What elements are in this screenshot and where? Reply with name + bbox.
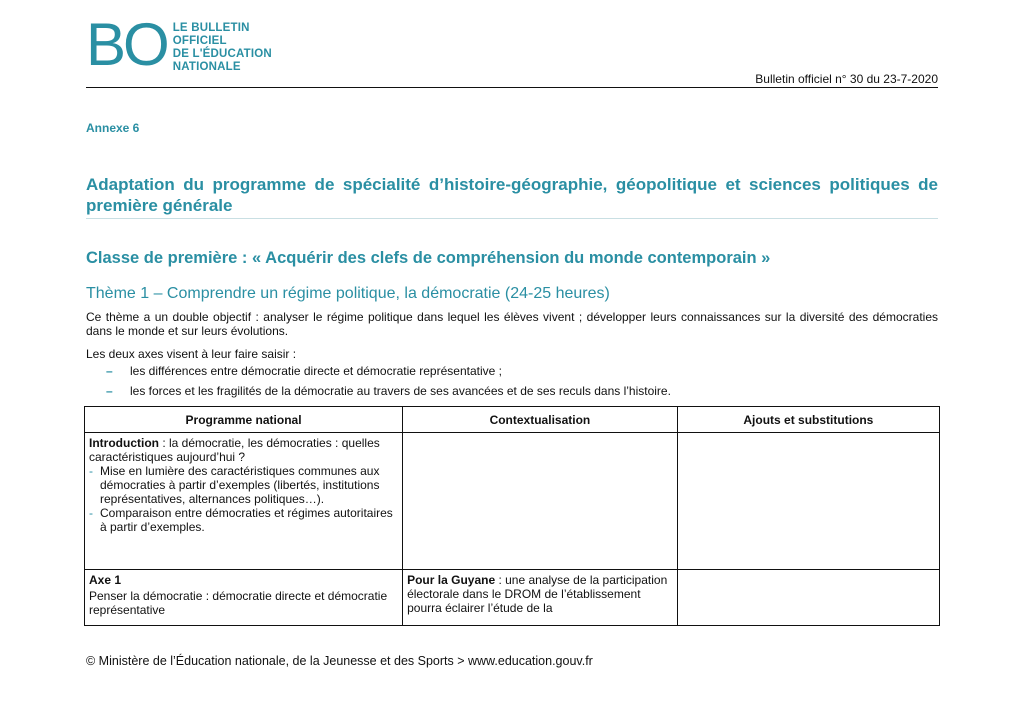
column-header: Ajouts et substitutions: [677, 407, 939, 433]
list-item-text: Mise en lumière des caractéristiques communes aux démocraties à partir d’exemples (libertés, institutions représentatives, alternances politiques…).: [100, 464, 380, 506]
introduction-heading: [89, 436, 398, 464]
footer-copyright: © Ministère de l’Éducation nationale, de la Jeunesse et des Sports > www.education.gouv.fr: [86, 654, 593, 668]
logo-line: OFFICIEL: [172, 35, 227, 47]
theme-objective: Ce thème a un double objectif : analyser le régime politique dans lequel les élèves vivent ; développer leurs connaissances sur la diversité des démocraties dans le monde et sur leurs évolutions.: [86, 310, 938, 338]
logo-line: NATIONALE: [172, 61, 241, 73]
program-table: [84, 406, 940, 626]
title-divider: [86, 218, 938, 219]
introduction-text: : la démocratie, les démocraties : quelles caractéristiques aujourd’hui ?: [89, 436, 380, 464]
bulletin-reference: Bulletin officiel n° 30 du 23-7-2020: [755, 72, 938, 86]
introduction-bold: Introduction: [89, 436, 159, 450]
axes-intro: Les deux axes visent à leur faire saisir :: [86, 347, 297, 361]
logo-text: [173, 22, 272, 74]
item-marker: -: [89, 506, 93, 520]
context-text: : une analyse de la participation électorale dans le DROM de l’établissement pourra éclairer l’étude de la: [407, 573, 668, 615]
column-header: Contextualisation: [403, 407, 678, 433]
document-title: Adaptation du programme de spécialité d’histoire-géographie, géopolitique et sciences politiques de première générale: [86, 175, 938, 215]
table-cell: [403, 570, 678, 626]
axes-list: [86, 364, 671, 404]
bullet-dash: –: [106, 364, 113, 378]
logo-line: LE BULLETIN: [172, 22, 250, 34]
bo-logo: [86, 11, 272, 78]
annexe-label: Annexe 6: [86, 121, 140, 135]
table-cell: [85, 570, 403, 626]
table-header-row: [85, 407, 940, 433]
list-item: [86, 384, 671, 404]
theme-title: Thème 1 – Comprendre un régime politique, la démocratie (24-25 heures): [86, 285, 610, 302]
table-cell: [677, 570, 939, 626]
list-item-text: les forces et les fragilités de la démocratie au travers de ses avancées et de ses reculs dans l’histoire.: [130, 384, 671, 398]
item-marker: -: [89, 464, 93, 478]
list-item-text: Comparaison entre démocraties et régimes autoritaires à partir d’exemples.: [100, 506, 393, 534]
logo-line: DE L'ÉDUCATION: [172, 48, 272, 60]
axe-text: Penser la démocratie : démocratie directe et démocratie représentative: [89, 589, 388, 617]
logo-mark: BO: [86, 11, 167, 78]
context-bold: Pour la Guyane: [407, 573, 496, 587]
list-item-text: les différences entre démocratie directe et démocratie représentative ;: [130, 364, 502, 378]
bullet-dash: –: [106, 384, 113, 398]
axe-label: Axe 1: [89, 573, 122, 587]
list-item: [89, 506, 398, 534]
class-title: Classe de première : « Acquérir des clefs de compréhension du monde contemporain »: [86, 249, 771, 267]
list-item: [89, 464, 398, 506]
table-cell: [85, 433, 403, 570]
column-header: Programme national: [85, 407, 403, 433]
table-cell: [403, 433, 678, 570]
header-divider: [86, 87, 938, 88]
list-item: [86, 364, 671, 384]
table-cell: [677, 433, 939, 570]
table-row: [85, 570, 940, 626]
table-row: [85, 433, 940, 570]
